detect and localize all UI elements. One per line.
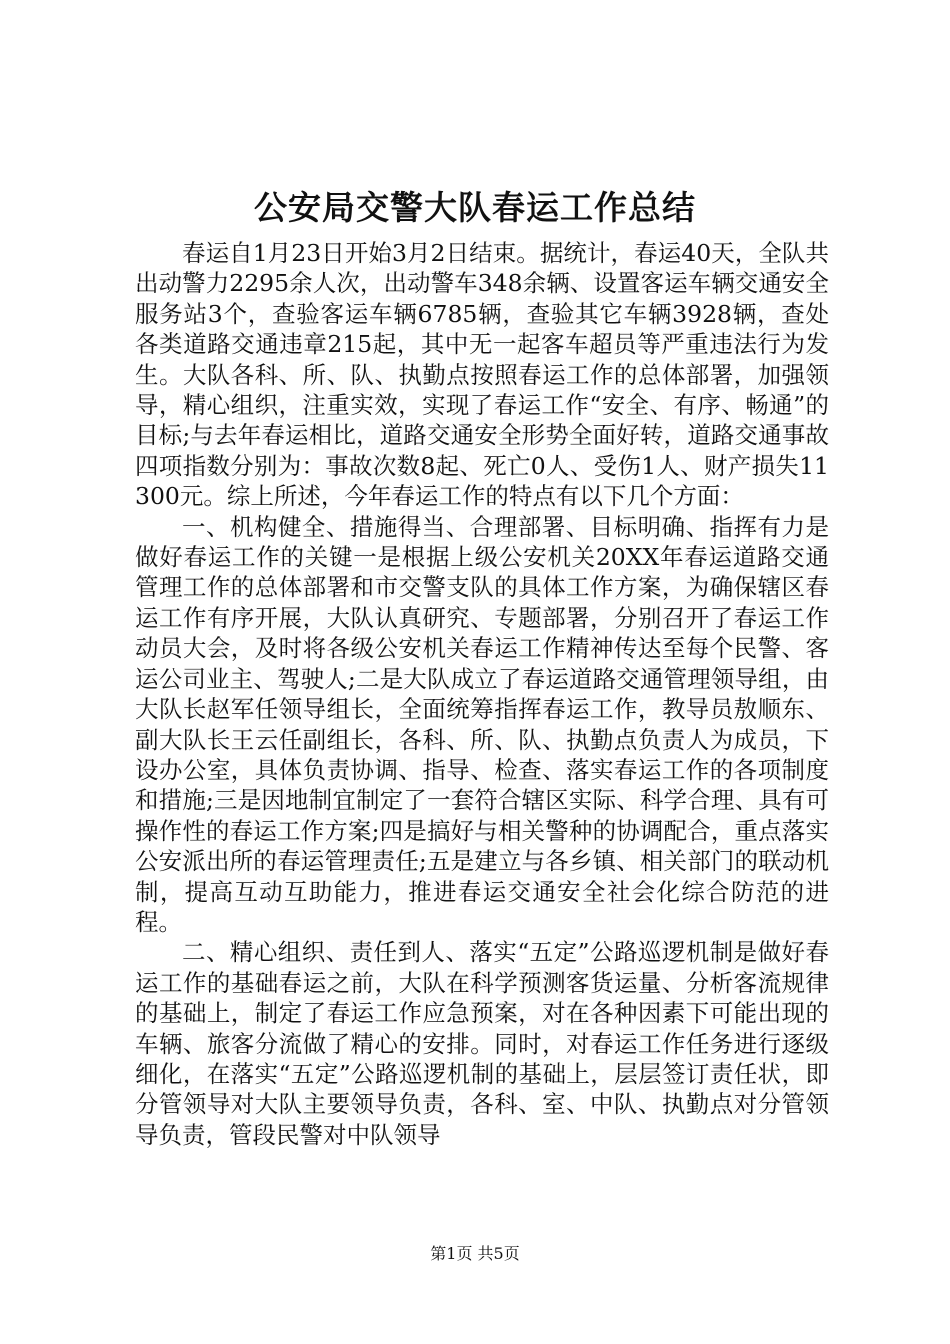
paragraph-section-two: 二、精心组织、责任到人、落实“五定”公路巡逻机制是做好春运工作的基础春运之前，大队在科学预测客货运量、分析客流规律的基础上，制定了春运工作应急预案，对在各种因素下可能出现的车辆、旅客分流做了精心的安排。同时，对春运工作任务进行逐级细化，在落实“五定”公路巡逻机制的基础上，层层签订责任状，即分管领导对大队主要领导负责，各科、室、中队、执勤点对分管领导负责，管段民警对中队领导 [135, 938, 829, 1149]
paragraph-intro: 春运自1月23日开始3月2日结束。据统计，春运40天，全队共出动警力2295余人次，出动警车348余辆、设置客运车辆交通安全服务站3个，查验客运车辆6785辆，查验其它车辆3928辆，查处各类道路交通违章215起，其中无一起客车超员等严重违法行为发生。大队各科、所、队、执勤点按照春运工作的总体部署，加强领导，精心组织，注重实效，实现了春运工作“安全、有序、畅通”的目标;与去年春运相比，道路交通安全形势全面好转，道路交通事故四项指数分别为：事故次数8起、死亡0人、受伤1人、财产损失11300元。综上所述，今年春运工作的特点有以下几个方面： [135, 239, 829, 511]
page-footer: 第1页 共5页 [430, 1244, 520, 1263]
document-title: 公安局交警大队春运工作总结 [254, 188, 696, 227]
document-body [135, 238, 829, 1150]
paragraph-section-one: 一、机构健全、措施得当、合理部署、目标明确、指挥有力是做好春运工作的关键一是根据上级公安机关20XX年春运道路交通管理工作的总体部署和市交警支队的具体工作方案，为确保辖区春运工作有序开展，大队认真研究、专题部署，分别召开了春运工作动员大会，及时将各级公安机关春运工作精神传达至每个民警、客运公司业主、驾驶人;二是大队成立了春运道路交通管理领导组，由大队长赵军任领导组长，全面统筹指挥春运工作，教导员敖顺东、副大队长王云任副组长，各科、所、队、执勤点负责人为成员，下设办公室，具体负责协调、指导、检查、落实春运工作的各项制度和措施;三是因地制宜制定了一套符合辖区实际、科学合理、具有可操作性的春运工作方案;四是搞好与相关警种的协调配合，重点落实公安派出所的春运管理责任;五是建立与各乡镇、相关部门的联动机制，提高互动互助能力，推进春运交通安全社会化综合防范的进程。 [135, 512, 829, 936]
